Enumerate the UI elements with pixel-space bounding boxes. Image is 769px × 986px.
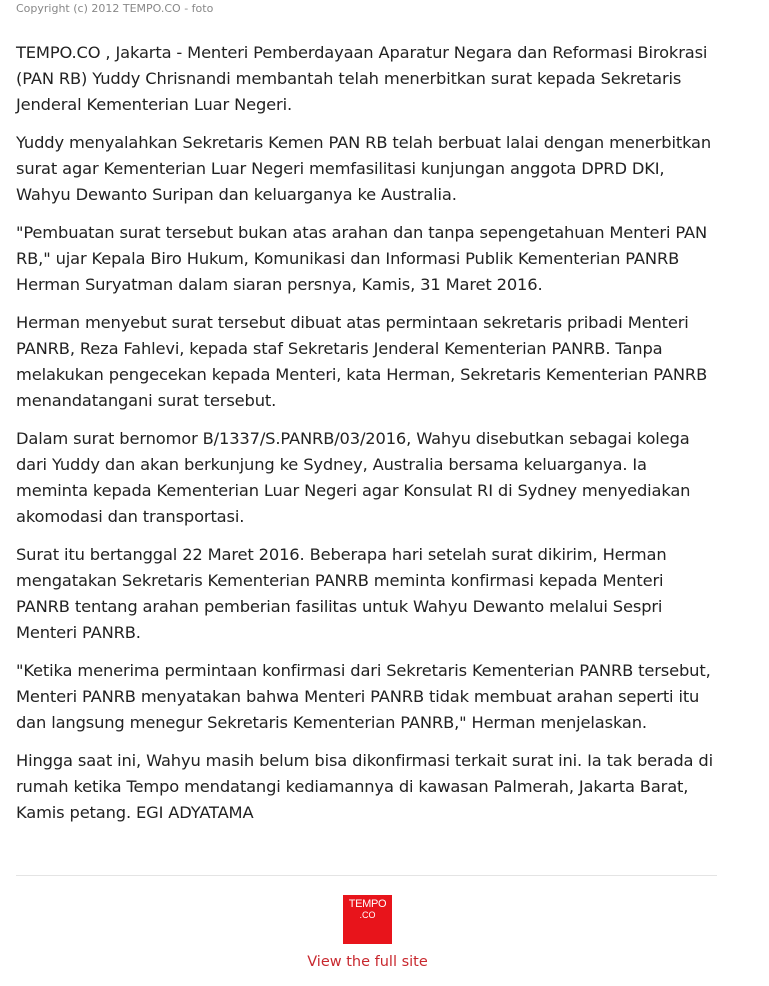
- tempo-logo[interactable]: [343, 895, 392, 944]
- paragraph-6: Surat itu bertanggal 22 Maret 2016. Beberapa hari setelah surat dikirim, Herman mengatakan Sekretaris Kementerian PANRB meminta konfirmasi kepada Menteri PANRB tentang arahan pemberian fasilitas untuk Wahyu Dewanto melalui Sespri Menteri PANRB.: [16, 545, 667, 642]
- logo-text-tempo: TEMPO: [348, 898, 387, 910]
- footer: [0, 895, 735, 971]
- paragraph-1: TEMPO.CO , Jakarta - Menteri Pemberdayaan Aparatur Negara dan Reformasi Birokrasi (PAN RB) Yuddy Chrisnandi membantah telah menerbitkan surat kepada Sekretaris Jenderal Kementerian Luar Negeri.: [16, 43, 708, 114]
- logo-text-co: .CO: [359, 910, 376, 920]
- paragraph-4: Herman menyebut surat tersebut dibuat atas permintaan sekretaris pribadi Menteri PANRB, Reza Fahlevi, kepada staf Sekretaris Jenderal Kementerian PANRB. Tanpa melakukan pengecekan kepada Menteri, kata Herman, Sekretaris Kementerian PANRB menandatangani surat tersebut.: [16, 313, 708, 410]
- paragraph-3: "Pembuatan surat tersebut bukan atas arahan dan tanpa sepengetahuan Menteri PAN RB," ujar Kepala Biro Hukum, Komunikasi dan Informasi Publik Kementerian PANRB Herman Suryatman dalam siaran persnya, Kamis, 31 Maret 2016.: [16, 223, 708, 294]
- footer-divider: [16, 875, 717, 876]
- paragraph-7: "Ketika menerima permintaan konfirmasi dari Sekretaris Kementerian PANRB tersebut, Menteri PANRB menyatakan bahwa Menteri PANRB tidak membuat arahan seperti itu dan langsung menegur Sekretaris Kementerian PANRB," Herman menjelaskan.: [16, 661, 711, 732]
- photo-caption: Copyright (c) 2012 TEMPO.CO - foto: [16, 2, 214, 15]
- article-body: [16, 40, 722, 838]
- paragraph-2: Yuddy menyalahkan Sekretaris Kemen PAN RB telah berbuat lalai dengan menerbitkan surat agar Kementerian Luar Negeri memfasilitasi kunjungan anggota DPRD DKI, Wahyu Dewanto Suripan dan keluarganya ke Australia.: [16, 133, 712, 204]
- paragraph-8: Hingga saat ini, Wahyu masih belum bisa dikonfirmasi terkait surat ini. Ia tak berada di rumah ketika Tempo mendatangi kediamannya di kawasan Palmerah, Jakarta Barat, Kamis petang. EGI ADYATAMA: [16, 751, 713, 822]
- view-full-site-link[interactable]: View the full site: [307, 954, 428, 970]
- paragraph-5: Dalam surat bernomor B/1337/S.PANRB/03/2016, Wahyu disebutkan sebagai kolega dari Yuddy dan akan berkunjung ke Sydney, Australia bersama keluarganya. Ia meminta kepada Kementerian Luar Negeri agar Konsulat RI di Sydney menyediakan akomodasi dan transportasi.: [16, 429, 691, 526]
